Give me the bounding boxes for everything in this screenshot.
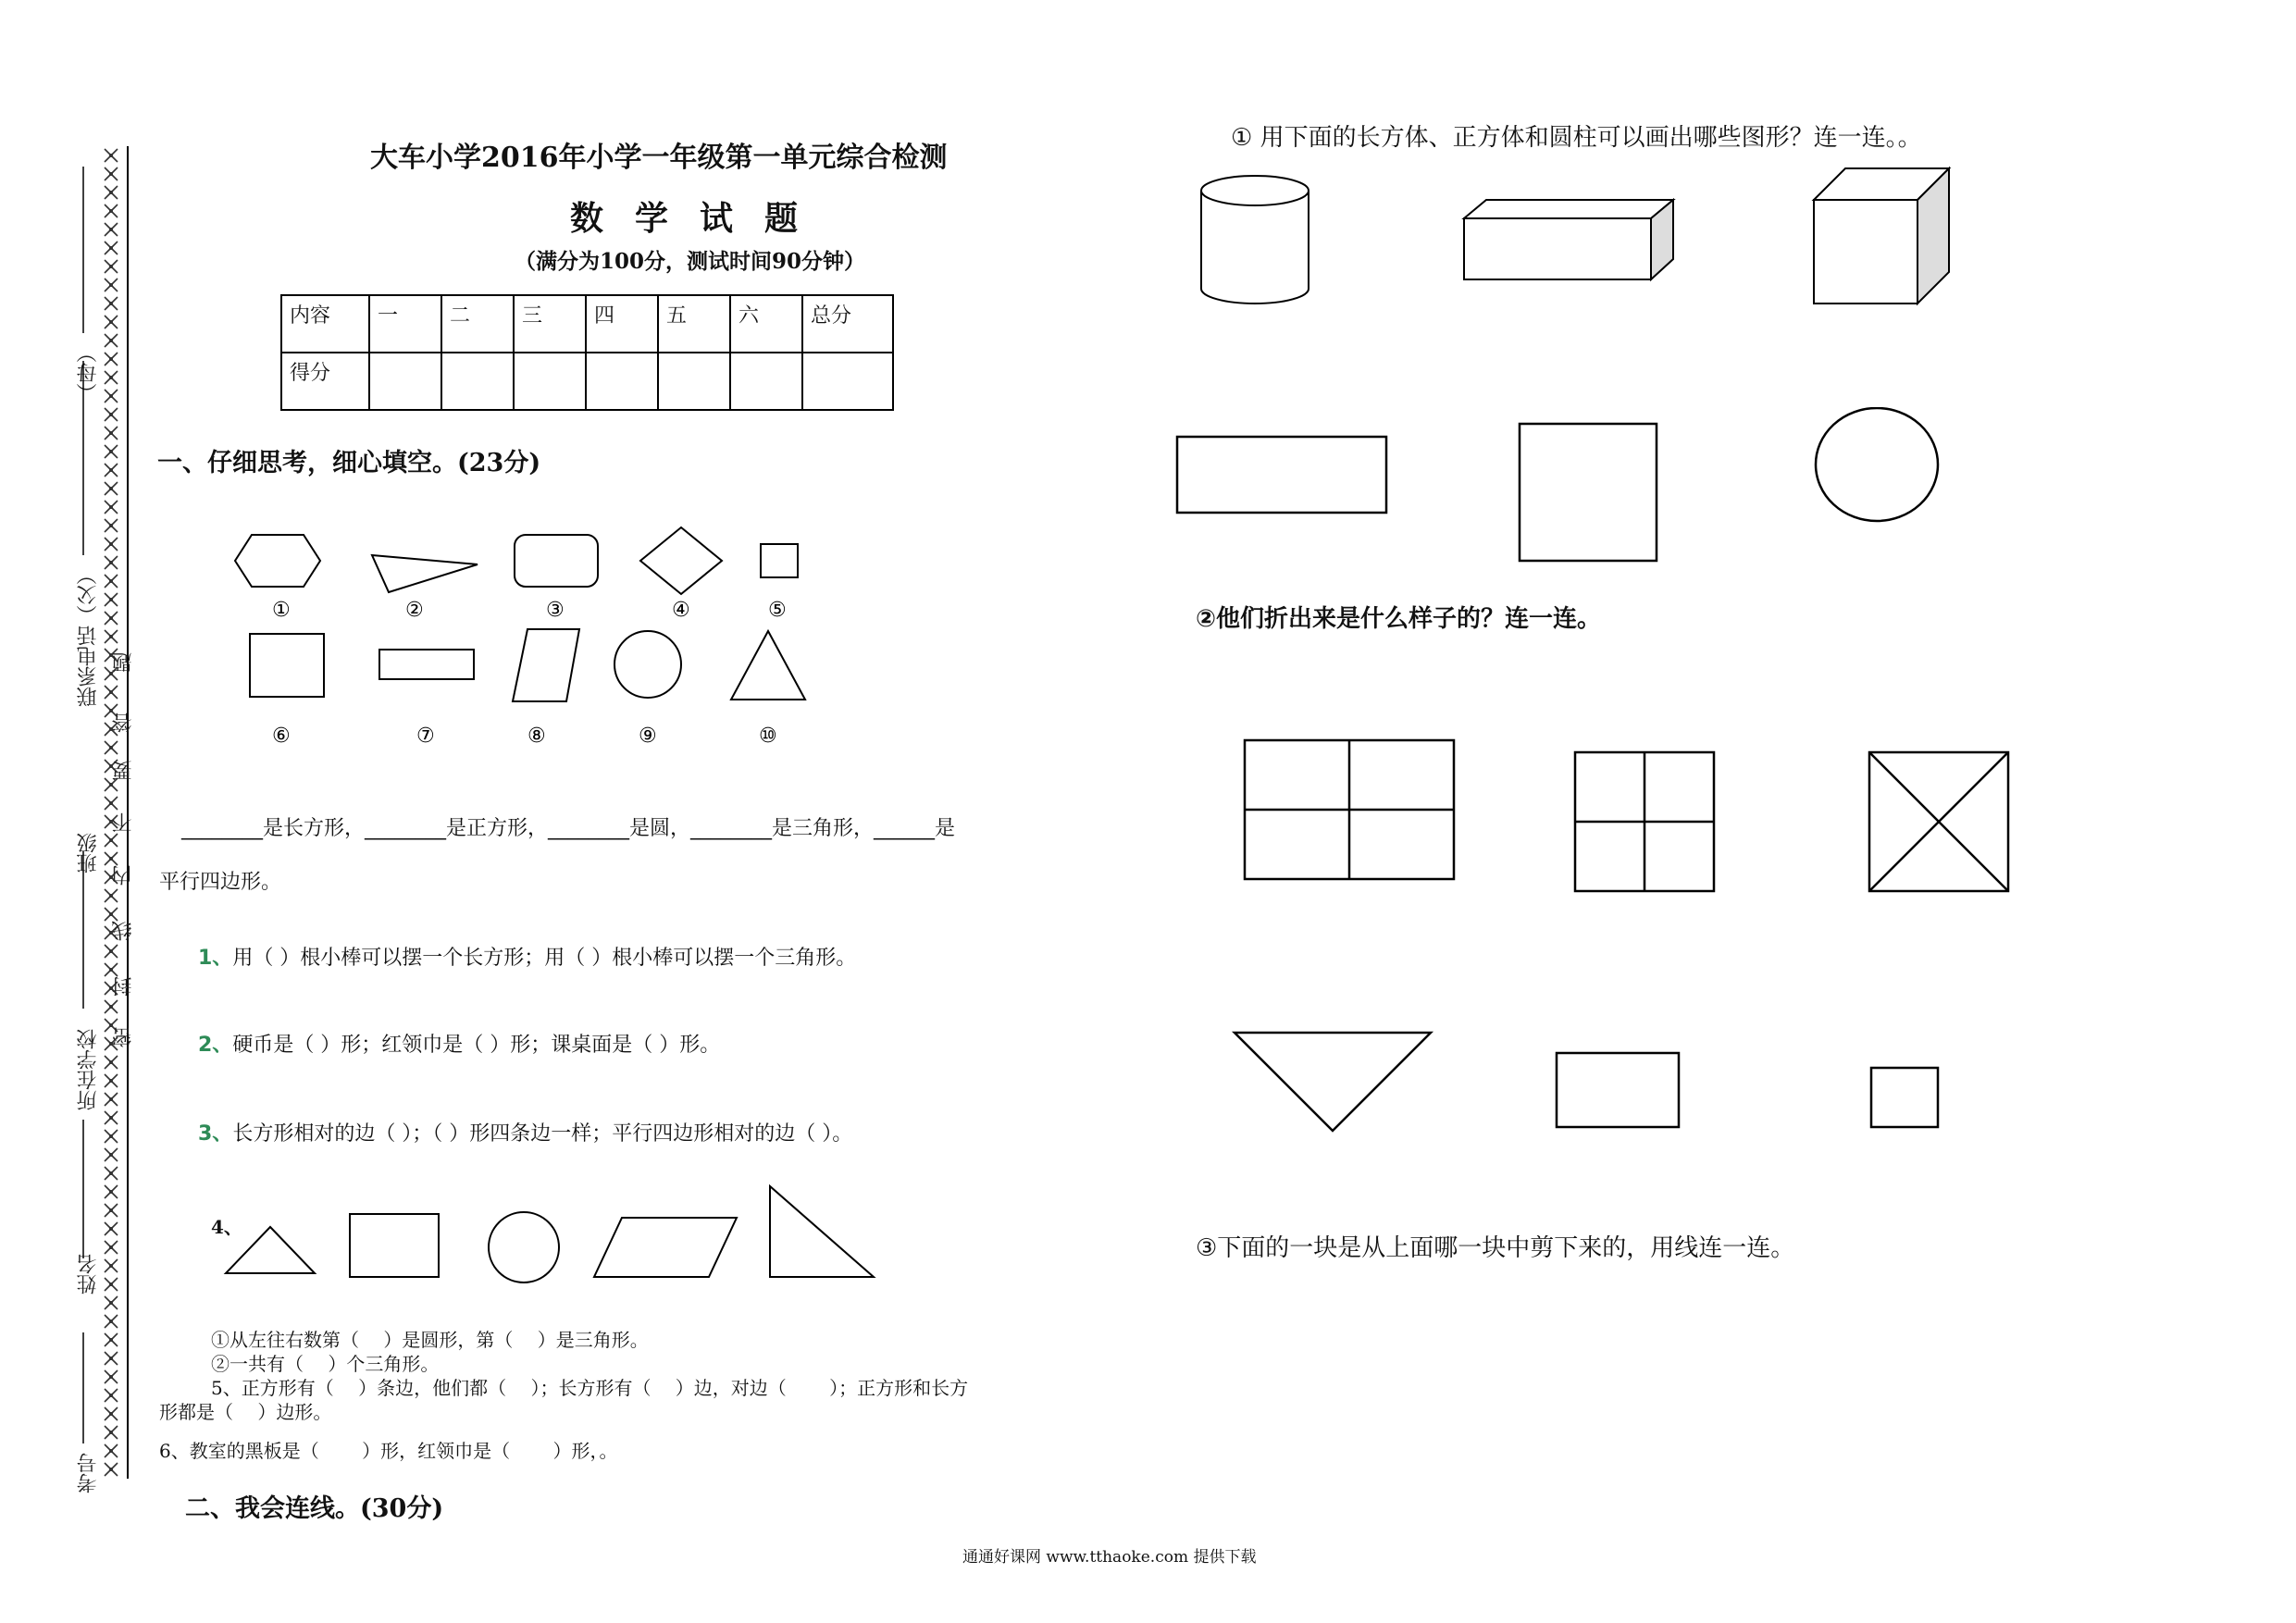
score-input-cell[interactable] [802,353,893,410]
triangle-shape [226,1227,315,1273]
rectangle-shape [1557,1053,1679,1127]
folded-result-row [1231,1027,1971,1147]
thin-rectangle-shape [379,650,474,679]
question-5-line-2[interactable]: 形都是（ ）边形。 [159,1401,332,1423]
score-cell: 五 [658,295,730,353]
scalene-triangle-shape [372,555,478,592]
score-input-cell[interactable] [369,353,441,410]
square-shape [1520,424,1657,561]
score-cell: 四 [586,295,658,353]
seal-warning-char: 封 [112,976,135,997]
section-1-shapes [222,518,833,750]
exam-title: 大车小学2016年小学一年级第一单元综合检测 [370,142,948,174]
hexagon-shape [235,535,320,587]
rectangle-shape [1177,437,1386,513]
cube-solid [1814,168,1949,304]
shape-label: ③ [546,599,565,622]
score-cell: 二 [441,295,514,353]
exam-number-label: 考号 [77,1453,100,1493]
score-input-cell[interactable] [730,353,802,410]
shape-label: ⑦ [416,725,435,748]
score-cell: 内容 [281,295,369,353]
subject-title: 数学试题 [570,199,830,238]
exam-info: （满分为100分，测试时间90分钟） [515,249,866,274]
score-table-score-row [281,353,893,410]
score-cell: 三 [514,295,586,353]
rectangle-quartered-shape [1245,740,1454,879]
question-2-number: 2、 [198,1034,233,1057]
solids-row [1185,157,1980,315]
side-underlines [65,148,93,1481]
question-3-number: 3、 [198,1122,233,1146]
small-square-shape [761,544,798,577]
cuboid-solid [1464,200,1673,279]
seal-warning-char: 内 [112,865,135,886]
fill-blank-line-2: 平行四边形。 [159,871,282,894]
shape-label: ⑩ [759,725,777,748]
seal-warning-char: 线 [112,921,135,941]
shape-label: ⑨ [639,725,657,748]
square-shape [250,634,324,697]
score-input-cell[interactable] [658,353,730,410]
name-label: 姓名 [77,1254,100,1295]
shape-label: ⑧ [527,725,546,748]
circle-shape [1816,408,1938,521]
question-3 [198,1118,852,1146]
shape-label: ⑥ [272,725,291,748]
seal-warning-char: 答 [112,712,135,733]
phone-label: 联系电话（父） [77,564,100,707]
shape-label: ④ [672,599,690,622]
right-question-2: ②他们折出来是什么样子的？连一连。 [1196,605,1602,633]
question-3-text[interactable]: 长方形相对的边（ ）；（ ）形四条边一样；平行四边形相对的边（ ）。 [232,1122,853,1146]
shape-label: ⑤ [768,599,787,622]
right-question-1: ① 用下面的长方体、正方体和圆柱可以画出哪些图形？连一连。。 [1231,124,1922,152]
footer-text: 通通好课网 www.tthaoke.com 提供下载 [962,1548,1257,1567]
small-square-shape [1871,1068,1938,1127]
square-diagonals-shape [1869,752,2008,891]
triangle-shape [731,631,805,700]
seal-warning-char: 密 [112,1027,135,1047]
circle-shape [614,631,681,698]
score-input-cell[interactable] [586,353,658,410]
mother-label: （母） [77,342,100,403]
circle-shape [489,1212,559,1282]
question-4-number: 4、 [211,1216,242,1238]
score-input-cell[interactable] [441,353,514,410]
parallelogram-shape [594,1218,737,1277]
folded-paper-row [1240,736,2036,902]
rhombus-shape [640,527,722,594]
score-table-header-row [281,295,893,353]
shape-label: ① [272,599,291,622]
question-4a[interactable]: ①从左往右数第（ ）是圆形，第（ ）是三角形。 [211,1329,649,1351]
question-2 [198,1029,720,1058]
score-cell: 六 [730,295,802,353]
question-1-text[interactable]: 用（ ）根小棒可以摆一个长方形；用（ ）根小棒可以摆一个三角形。 [232,947,857,970]
class-label: 班级 [77,833,100,873]
score-cell: 一 [369,295,441,353]
section-2-title: 二、我会连线。(30分) [185,1494,444,1523]
inverted-triangle-shape [1235,1033,1431,1131]
fill-blank-line-1[interactable]: ________是长方形，________是正方形，________是圆，________是三角形，______是 [181,817,956,840]
question-4b[interactable]: ②一共有（ ）个三角形。 [211,1353,440,1375]
seal-warning-char: 不 [112,812,135,833]
school-label: 所在学校 [77,1029,100,1110]
score-cell: 总分 [802,295,893,353]
seal-warning-char: 要 [112,761,135,781]
rectangle-shape [350,1214,439,1277]
right-question-3: ③下面的一块是从上面哪一块中剪下来的，用线连一连。 [1196,1234,1795,1262]
question-6[interactable]: 6、教室的黑板是（ ）形，红领巾是（ ）形，。 [159,1440,618,1462]
question-2-text[interactable]: 硬币是（ ）形；红领巾是（ ）形；课桌面是（ ）形。 [232,1034,721,1057]
cylinder-solid [1201,176,1309,304]
rounded-rectangle-shape [515,535,598,587]
score-table [280,294,894,411]
question-1-number: 1、 [198,947,233,970]
seal-warning-char: 题 [112,652,135,673]
square-quartered-shape [1575,752,1714,891]
plane-shapes-row [1175,407,1971,574]
question-4-shapes [222,1175,888,1286]
section-1-title: 一、仔细思考，细心填空。(23分) [157,449,541,477]
shape-label: ② [405,599,424,622]
question-1 [198,942,856,971]
parallelogram-shape [513,629,579,701]
right-triangle-shape [770,1186,874,1277]
question-5-line-1[interactable]: 5、正方形有（ ）条边，他们都（ ）；长方形有（ ）边，对边（ ）；正方形和长方 [211,1377,969,1399]
score-input-cell[interactable] [514,353,586,410]
score-cell: 得分 [281,353,369,410]
